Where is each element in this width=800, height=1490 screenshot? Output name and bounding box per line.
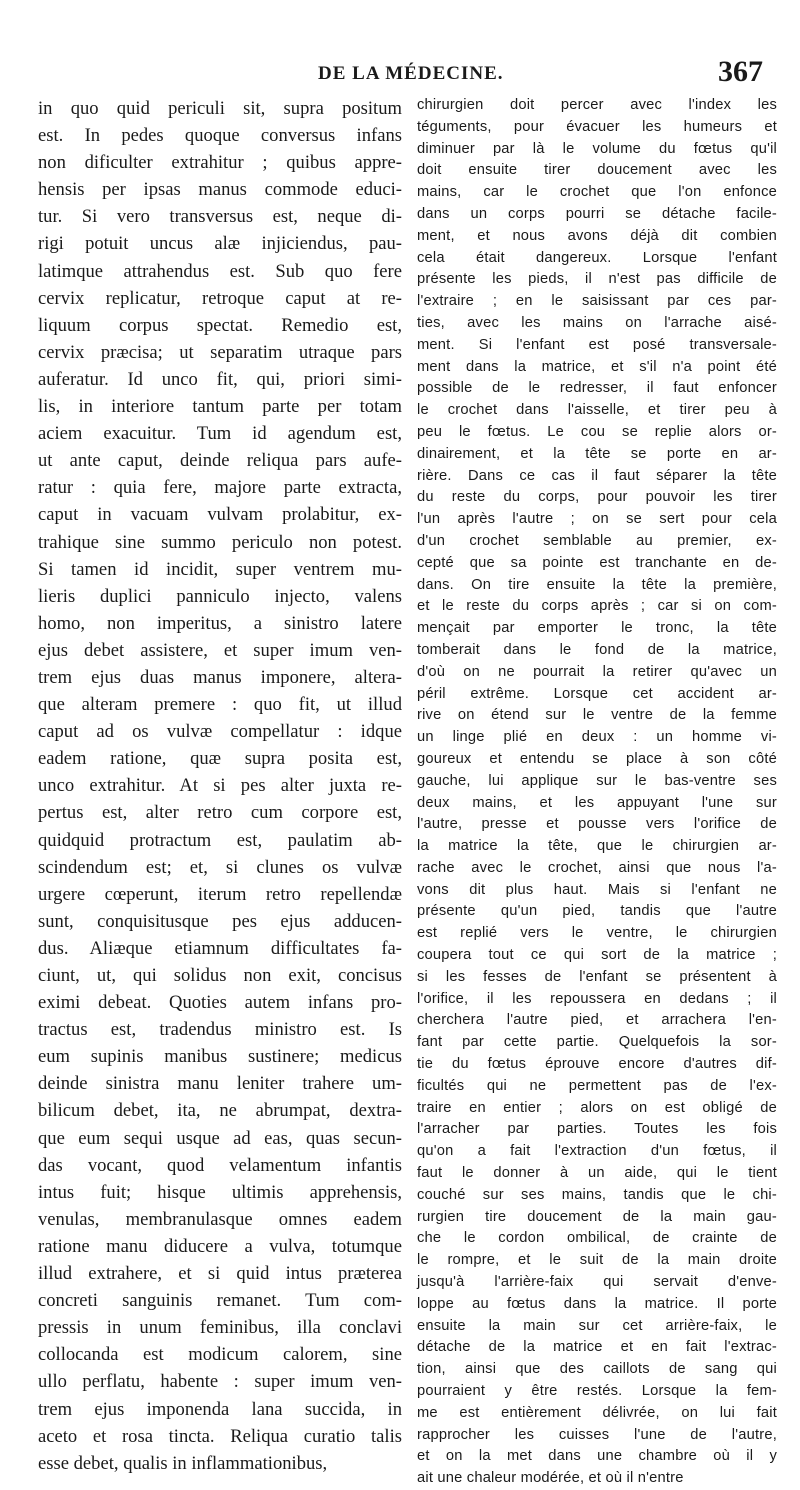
latin-text-line: eadem ratione, quæ supra posita est, [38, 748, 402, 770]
french-text-line: peu le fœtus. Le cou se replie alors or- [417, 423, 777, 440]
latin-text-line: ullo perflatu, habente : super imum ven- [38, 1371, 402, 1393]
french-text-line: ties, avec les mains on l'arrache aisé- [417, 314, 777, 331]
french-text-line: deux mains, et les appuyant l'une sur [417, 794, 777, 811]
french-text-line: le rompre, et le suit de la main droite [417, 1252, 777, 1269]
french-text-line: présente les pieds, il n'est pas difficile de [417, 271, 777, 288]
french-text-line: téguments, pour évacuer les humeurs et [417, 118, 777, 135]
french-text-line: ment, et nous avons déjà dit combien [417, 227, 777, 244]
french-text-line: et le reste du corps après ; car si on com- [417, 598, 777, 615]
latin-text-line: das vocant, quod velamentum infantis [38, 1154, 402, 1176]
latin-text-line: ut ante caput, deinde reliqua pars aufe- [38, 450, 402, 472]
french-text-line: péril extrême. Lorsque cet accident ar- [417, 685, 777, 702]
latin-text-line: eximi debeat. Quoties autem infans pro- [38, 992, 402, 1014]
latin-text-line: unco extrahitur. At si pes alter juxta re- [38, 775, 402, 797]
latin-text-line: trem ejus imponenda lana succida, in [38, 1398, 402, 1420]
french-text-line: rapprocher les cuisses l'une de l'autre, [417, 1426, 777, 1443]
french-text-line: ait une chaleur modérée, et où il n'entre [417, 1470, 684, 1487]
french-text-line: faut le donner à un aide, qui le tient [417, 1165, 777, 1182]
french-text-line: qu'on a fait l'extraction d'un fœtus, il [417, 1143, 777, 1160]
french-text-line: du reste du corps, pour pouvoir les tirer [417, 489, 777, 506]
latin-text-line: latimque attrahendus est. Sub quo fere [38, 260, 402, 282]
french-text-line: l'arracher par parties. Toutes les fois [417, 1121, 777, 1138]
french-text-line: mains, car le crochet que l'on enfonce [417, 184, 777, 201]
french-text-line: chirurgien doit percer avec l'index les [417, 97, 777, 113]
french-text-line: si les fesses de l'enfant se présentent à [417, 968, 777, 985]
french-text-line: jusqu'à l'arrière-faix qui servait d'enve- [417, 1274, 777, 1291]
latin-text-line: ratur : quia fere, majore parte extracta, [38, 477, 402, 499]
french-text-line: rière. Dans ce cas il faut séparer la tête [417, 467, 777, 484]
french-text-line: vons dit plus haut. Mais si l'enfant ne [417, 881, 777, 898]
french-text-line: gauche, lui applique sur le bas-ventre ses [417, 772, 777, 789]
latin-text-line: est. In pedes quoque conversus infans [38, 125, 402, 147]
french-text-line: la matrice la tête, que le chirurgien ar- [417, 838, 777, 855]
running-title: DE LA MÉDECINE. [318, 63, 504, 84]
french-text-line: l'autre, presse et pousse vers l'orifice de [417, 816, 777, 833]
french-text-line: pourraient y être restés. Lorsque la fem- [417, 1383, 777, 1400]
latin-text-line: pertus est, alter retro cum corpore est, [38, 802, 402, 824]
latin-text-line: tur. Si vero transversus est, neque di- [38, 206, 402, 228]
page-header [0, 55, 800, 95]
latin-text-line: quidquid protractum est, paulatim ab- [38, 829, 402, 851]
latin-text-line: venulas, membranulasque omnes eadem [38, 1208, 402, 1230]
latin-text-line: hensis per ipsas manus commode educi- [38, 179, 402, 201]
french-text-line: possible de le redresser, il faut enfoncer [417, 380, 777, 397]
french-text-line: cepté que sa pointe est tranchante en de- [417, 554, 777, 571]
latin-text-line: non dificulter extrahitur ; quibus appre- [38, 152, 402, 174]
french-text-line: fant par cette partie. Quelquefois la sor- [417, 1034, 777, 1051]
latin-text-line: urgere cœperunt, iterum retro repellendæ [38, 883, 402, 905]
french-text-line: présente qu'un pied, tandis que l'autre [417, 903, 777, 920]
french-text-line: traire en entier ; alors on est obligé de [417, 1099, 777, 1116]
french-text-line: un linge plié en deux : un homme vi- [417, 729, 777, 746]
french-text-line: détache de la matrice et en fait l'extrac- [417, 1339, 777, 1356]
french-text-line: tomberait dans le fond de la matrice, [417, 641, 777, 658]
french-text-line: rurgien tire doucement de la main gau- [417, 1208, 777, 1225]
french-text-line: ficultés qui ne permettent pas de l'ex- [417, 1077, 777, 1094]
french-text-line: dans un corps pourri se détache facile- [417, 205, 777, 222]
latin-text-line: liquum corpus spectat. Remedio est, [38, 314, 402, 336]
french-text-line: tion, ainsi que des caillots de sang qui [417, 1361, 777, 1378]
latin-text-line: ratione manu diducere a vulva, totumque [38, 1235, 402, 1257]
french-text-line: me est entièrement délivrée, on lui fait [417, 1404, 777, 1421]
french-text-line: ensuite la main sur cet arrière-faix, le [417, 1317, 777, 1334]
latin-text-line: que alteram premere : quo fit, ut illud [38, 694, 402, 716]
latin-text-line: concreti sanguinis remanet. Tum com- [38, 1290, 402, 1312]
latin-text-line: scindendum est; et, si clunes os vulvæ [38, 856, 402, 878]
latin-text-line: trahique sine summo periculo non potest. [38, 531, 402, 553]
latin-text-line: ejus debet assistere, et super imum ven- [38, 639, 402, 661]
latin-text-line: aciem exacuitur. Tum id agendum est, [38, 423, 402, 445]
latin-text-line: caput ad os vulvæ compellatur : idque [38, 721, 402, 743]
french-text-line: tie du fœtus éprouve encore d'autres dif- [417, 1056, 777, 1073]
latin-text-line: dus. Aliæque etiamnum difficultates fa- [38, 937, 402, 959]
latin-text-line: collocanda est modicum calorem, sine [38, 1344, 402, 1366]
latin-text-line: trem ejus duas manus imponere, altera- [38, 666, 402, 688]
french-text-line: d'où on ne pourrait la retirer qu'avec un [417, 663, 777, 680]
latin-text-line: aceto et rosa tincta. Reliqua curatio talis [38, 1425, 402, 1447]
french-text-line: goureux et entendu se place à son côté [417, 750, 777, 767]
latin-text-line: homo, non imperitus, a sinistro latere [38, 612, 402, 634]
french-text-line: dinairement, et la tête se porte en ar- [417, 445, 777, 462]
latin-text-line: lis, in interiore tantum parte per totam [38, 396, 402, 418]
french-text-line: rive on étend sur le ventre de la femme [417, 707, 777, 724]
latin-text-line: illud extrahere, et si quid intus præterea [38, 1263, 402, 1285]
latin-text-line: tractus est, tradendus ministro est. Is [38, 1019, 402, 1041]
french-text-line: che le cordon ombilical, de crainte de [417, 1230, 777, 1247]
french-text-line: coupera tout ce qui sort de la matrice ; [417, 947, 777, 964]
french-text-line: l'extraire ; en le saisissant par ces par- [417, 293, 777, 310]
latin-text-line: pressis in unum feminibus, illa conclavi [38, 1317, 402, 1339]
latin-text-line: Si tamen id incidit, super ventrem mu- [38, 558, 402, 580]
french-text-line: ment dans la matrice, et s'il n'a point été [417, 358, 777, 375]
french-text-line: cherchera l'autre pied, et arrachera l'en- [417, 1012, 777, 1029]
latin-text-line: sunt, conquisitusque pes ejus adducen- [38, 910, 402, 932]
french-text-line: le crochet dans l'aisselle, et tirer peu à [417, 402, 777, 419]
french-text-line: doit ensuite tirer doucement avec les [417, 162, 777, 179]
french-text-line: est replié vers le ventre, le chirurgien [417, 925, 777, 942]
french-text-line: et on la met dans une chambre où il y [417, 1448, 777, 1465]
latin-text-line: rigi potuit uncus alæ injiciendus, pau- [38, 233, 402, 255]
latin-text-line: ciunt, ut, qui solidus non exit, concisus [38, 965, 402, 986]
latin-text-line: in quo quid periculi sit, supra positum [38, 98, 402, 119]
latin-text-line: deinde sinistra manu leniter trahere um- [38, 1073, 402, 1095]
page-number: 367 [718, 55, 763, 88]
latin-text-line: lieris duplici panniculo injecto, valens [38, 585, 402, 607]
french-text-line: cela était dangereux. Lorsque l'enfant [417, 249, 777, 266]
latin-text-line: cervix præcisa; ut separatim utraque pars [38, 341, 402, 363]
french-text-line: l'orifice, il les repoussera en dedans ; il [417, 990, 777, 1007]
french-text-line: diminuer par là le volume du fœtus qu'il [417, 140, 777, 157]
latin-text-line: caput in vacuam vulvam prolabitur, ex- [38, 504, 402, 526]
latin-text-line: que eum sequi usque ad eas, quas secun- [38, 1127, 402, 1149]
french-text-line: ment. Si l'enfant est posé transversale- [417, 336, 777, 353]
french-text-line: d'un crochet semblable au premier, ex- [417, 532, 777, 549]
latin-text-line: bilicum debet, ita, ne abrumpat, dextra- [38, 1100, 402, 1122]
french-text-line: rache avec le crochet, ainsi que nous l'a- [417, 859, 777, 876]
latin-text-line: cervix replicatur, retroque caput at re- [38, 287, 402, 309]
latin-text-line: esse debet, qualis in inflammationibus, [38, 1452, 328, 1474]
french-text-line: dans. On tire ensuite la tête la première, [417, 576, 777, 593]
latin-text-line: eum supinis manibus sustinere; medicus [38, 1046, 402, 1068]
french-text-line: couché sur ses mains, tandis que le chi- [417, 1186, 777, 1203]
french-text-line: loppe au fœtus dans la matrice. Il porte [417, 1295, 777, 1312]
latin-text-column [38, 95, 402, 1477]
french-text-line: l'un après l'autre ; on se sert pour cela [417, 511, 777, 528]
french-text-line: mençait par emporter le tronc, la tête [417, 620, 777, 637]
latin-text-line: intus fuit; hisque ultimis apprehensis, [38, 1181, 402, 1203]
french-text-column [417, 95, 777, 1490]
latin-text-line: auferatur. Id unco fit, qui, priori simi- [38, 368, 402, 390]
